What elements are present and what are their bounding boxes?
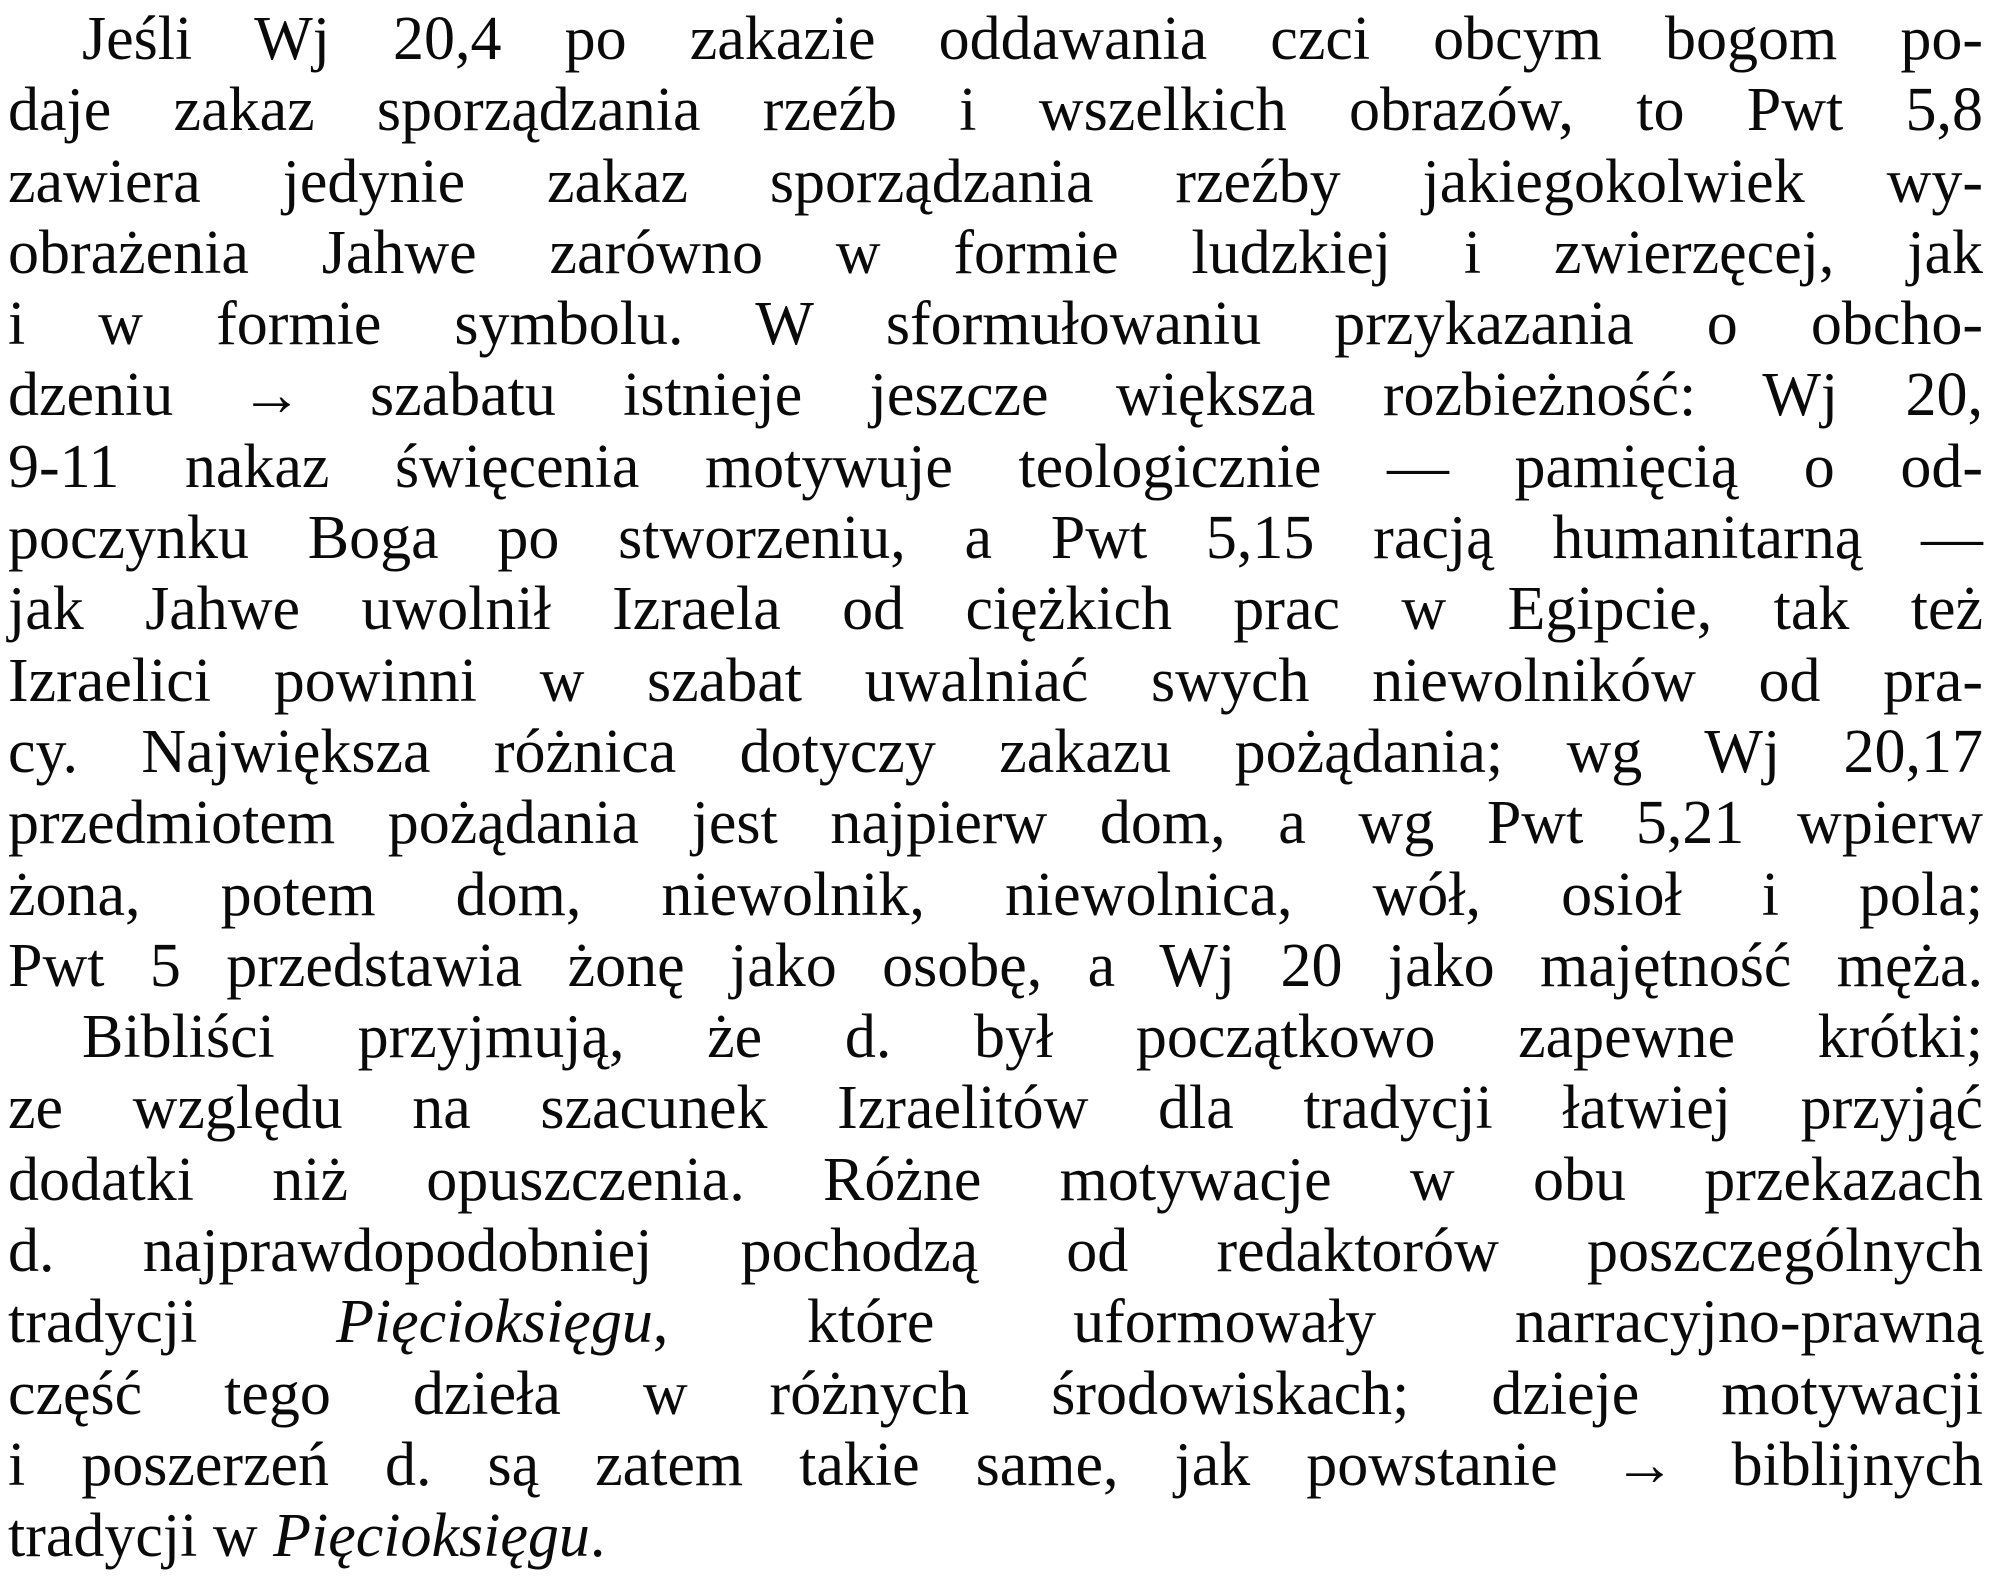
italic-book-title: Pięcioksięgu [273,1502,590,1571]
text-run: . [589,1502,606,1571]
text-run: tradycji [8,1288,337,1357]
text-line: obrażenia Jahwe zarówno w formie ludzkiej i zwierzęcej, jak [8,218,1983,287]
text-line: i w formie symbolu. W sformułowaniu przykazania o obcho- [8,290,1983,359]
italic-book-title: Pięcioksięgu [336,1288,653,1357]
text-line: zawiera jedynie zakaz sporządzania rzeźby jakiegokolwiek wy- [8,147,1983,216]
text-line: dodatki niż opuszczenia. Różne motywacje w obu przekazach [8,1145,1983,1214]
document-page [8,4,1983,1573]
text-line [8,1287,1983,1358]
text-run: , które uformowały narracyjno-prawną [652,1288,1983,1357]
text-line: ze względu na szacunek Izraelitów dla tradycji łatwiej przyjąć [8,1074,1983,1143]
text-line: przedmiotem pożądania jest najpierw dom, a wg Pwt 5,21 wpierw [8,789,1983,858]
text-line: poczynku Boga po stworzeniu, a Pwt 5,15 racją humanitarną — [8,504,1983,573]
text-line: i poszerzeń d. są zatem takie same, jak powstanie → biblijnych [8,1430,1983,1499]
text-line: cy. Największa różnica dotyczy zakazu pożądania; wg Wj 20,17 [8,717,1983,786]
paragraph-2 [8,1002,1983,1572]
text-line: jak Jahwe uwolnił Izraela od ciężkich prac w Egipcie, tak też [8,575,1983,644]
paragraph-1 [8,4,1983,1002]
text-line: daje zakaz sporządzania rzeźb i wszelkich obrazów, to Pwt 5,8 [8,76,1983,145]
text-line: Pwt 5 przedstawia żonę jako osobę, a Wj 20 jako majętność męża. [8,931,1983,1000]
text-line: dzeniu → szabatu istnieje jeszcze większa rozbieżność: Wj 20, [8,361,1983,430]
text-line: Jeśli Wj 20,4 po zakazie oddawania czci obcym bogom po- [82,5,1983,73]
text-line: żona, potem dom, niewolnik, niewolnica, wół, osioł i pola; [8,860,1983,929]
text-line: część tego dzieła w różnych środowiskach; dzieje motywacji [8,1359,1983,1428]
text-line: Izraelici powinni w szabat uwalniać swych niewolników od pra- [8,646,1983,715]
text-line: d. najprawdopodobniej pochodzą od redaktorów poszczególnych [8,1217,1983,1286]
text-line: 9-11 nakaz święcenia motywuje teologicznie — pamięcią o od- [8,432,1983,501]
text-line: Bibliści przyjmują, że d. był początkowo zapewne krótki; [82,1003,1983,1072]
text-line [8,1501,1983,1572]
text-run: tradycji w [8,1502,274,1571]
